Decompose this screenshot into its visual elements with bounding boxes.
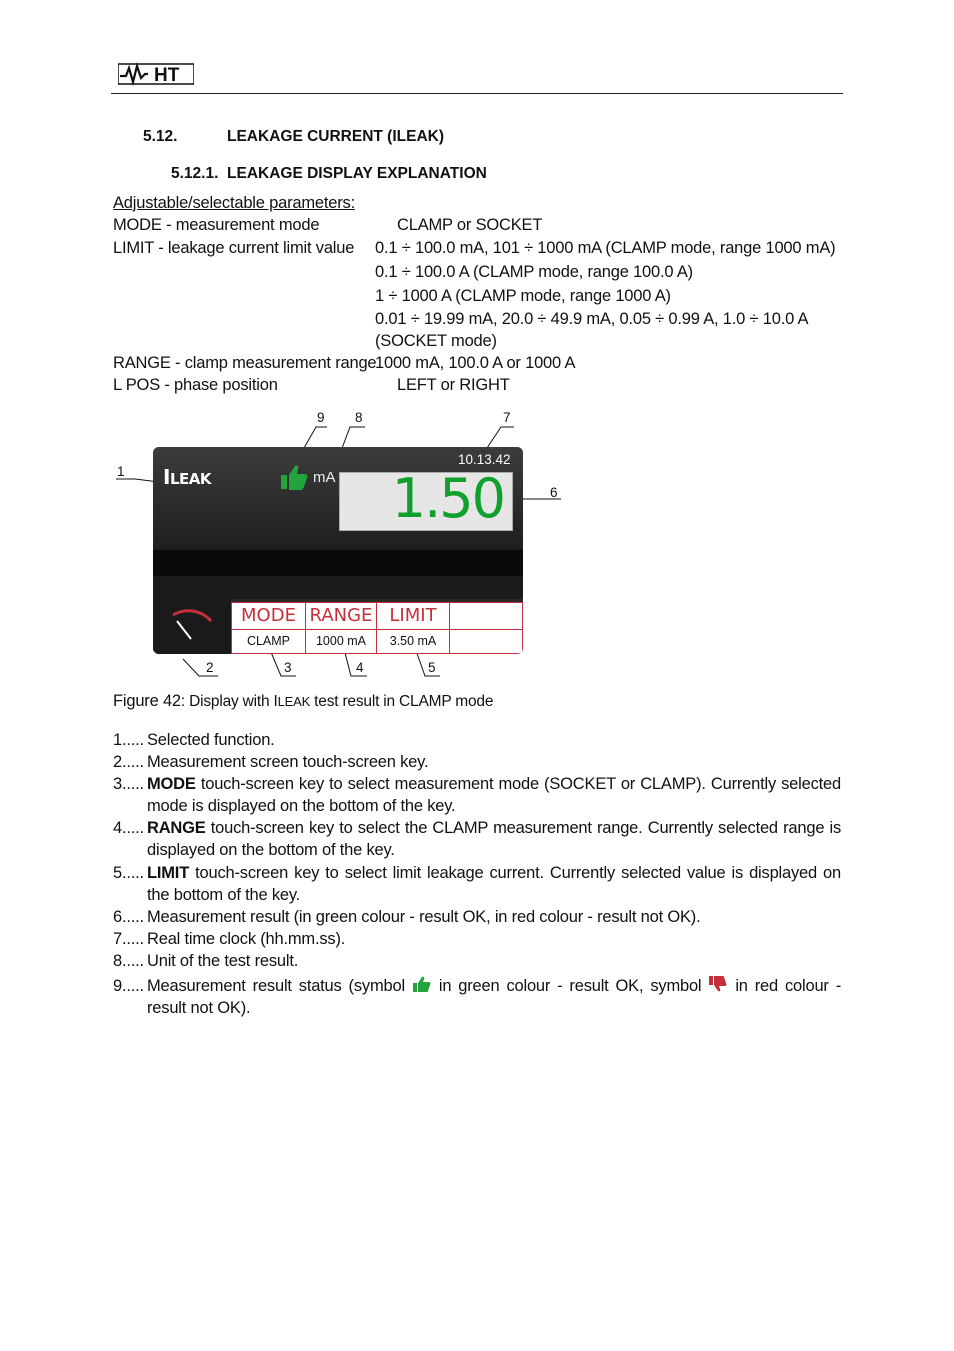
- section-title: LEAKAGE CURRENT (ILEAK): [227, 128, 444, 145]
- list-item-number: 9.....: [113, 977, 144, 995]
- result-unit: mA: [313, 469, 336, 486]
- empty-key-label: [450, 603, 522, 630]
- section-number: 5.12.: [143, 128, 178, 145]
- lpos-param-value: LEFT or RIGHT: [397, 376, 510, 394]
- mode-key-value: CLAMP: [246, 634, 291, 648]
- figure-caption: [113, 692, 493, 711]
- range-param-value: 1000 mA, 100.0 A or 1000 A: [375, 354, 576, 372]
- limit-param-value: 0.01 ÷ 19.99 mA, 20.0 ÷ 49.9 mA, 0.05 ÷ 0.99 A, 1.0 ÷ 10.0 A: [375, 310, 809, 328]
- limit-key-label: LIMIT: [377, 603, 449, 630]
- list-item-number: 7.....: [113, 930, 144, 948]
- list-item-text: in green colour - result OK, symbol: [431, 977, 709, 995]
- display-band: [153, 550, 523, 576]
- parameters-heading: Adjustable/selectable parameters:: [113, 194, 355, 212]
- list-item-number: 4.....: [113, 819, 144, 837]
- thumbs-down-icon: [708, 975, 728, 993]
- list-item-keyword: LIMIT: [147, 864, 190, 882]
- limit-param-value: 0.1 ÷ 100.0 A (CLAMP mode, range 100.0 A): [375, 263, 693, 281]
- function-title-main: I: [163, 465, 170, 489]
- caption-text-end: test result in CLAMP mode: [310, 693, 494, 710]
- list-item-text: Measurement screen touch-screen key.: [147, 753, 429, 771]
- thumbs-up-icon: [279, 463, 309, 491]
- caption-text: : Display with I: [180, 693, 278, 710]
- callout-5: 5: [428, 660, 436, 675]
- function-title-sub: LEAK: [169, 470, 211, 488]
- mode-param-label: MODE - measurement mode: [113, 216, 320, 234]
- callout-2: 2: [206, 660, 214, 675]
- subsection-title: 5.12.1. LEAKAGE DISPLAY EXPLANATION: [171, 165, 487, 182]
- caption-prefix: Figure 42: [113, 692, 181, 710]
- limit-key[interactable]: [377, 603, 450, 653]
- callout-4: 4: [356, 660, 364, 675]
- result-value: 1.50: [391, 467, 504, 530]
- list-item-text: in red colour - result not OK).: [147, 977, 841, 1017]
- limit-key-value: 3.50 mA: [389, 634, 437, 648]
- list-item-text: Measurement result status (symbol: [147, 977, 412, 995]
- list-item-text: touch-screen key to select limit leakage current. Currently selected value is displayed on the bottom of the key.: [147, 864, 841, 904]
- list-item-number: 3.....: [113, 775, 144, 793]
- limit-param-label: LIMIT - leakage current limit value: [113, 239, 355, 257]
- callout-1: 1: [117, 464, 125, 479]
- range-key-value: 1000 mA: [315, 634, 367, 648]
- list-item-text: Real time clock (hh.mm.ss).: [147, 930, 346, 948]
- list-item-number: 6.....: [113, 908, 144, 926]
- list-item-keyword: RANGE: [147, 819, 206, 837]
- list-item-text: touch-screen key to select the CLAMP measurement range. Currently selected range is displayed on the bottom of the key.: [147, 819, 841, 859]
- list-item-number: 8.....: [113, 952, 144, 970]
- list-item-text: Measurement result (in green colour - result OK, in red colour - result not OK).: [147, 908, 701, 926]
- result-box: [339, 467, 513, 531]
- list-item-number: 5.....: [113, 864, 144, 882]
- device-display: [153, 447, 523, 654]
- empty-key[interactable]: [450, 603, 522, 653]
- measurement-screen-key[interactable]: [153, 599, 231, 654]
- callout-8: 8: [355, 410, 363, 425]
- list-item-number: 2.....: [113, 753, 144, 771]
- callout-3: 3: [284, 660, 292, 675]
- caption-small: LEAK: [277, 694, 311, 709]
- gauge-needle-icon: [153, 599, 231, 654]
- lpos-param-label: L POS - phase position: [113, 376, 278, 394]
- list-item-keyword: MODE: [147, 775, 196, 793]
- list-item-text: Unit of the test result.: [147, 952, 299, 970]
- real-time-clock: 10.13.42: [458, 452, 511, 467]
- range-key-label: RANGE: [306, 603, 376, 630]
- mode-param-value: CLAMP or SOCKET: [397, 216, 543, 234]
- thumbs-up-icon: [412, 975, 432, 993]
- range-param-label: RANGE - clamp measurement range: [113, 354, 377, 372]
- callout-9: 9: [317, 410, 325, 425]
- callout-7: 7: [503, 410, 511, 425]
- function-title: [163, 465, 211, 489]
- limit-param-value: 1 ÷ 1000 A (CLAMP mode, range 1000 A): [375, 287, 671, 305]
- mode-key[interactable]: [232, 603, 306, 653]
- limit-param-value: (SOCKET mode): [375, 332, 497, 350]
- logo-text: HT: [154, 65, 180, 86]
- display-band: [153, 576, 523, 599]
- list-item-text: touch-screen key to select measurement mode (SOCKET or CLAMP). Currently selected mode is displayed on the bottom of the key.: [147, 775, 841, 815]
- callout-6: 6: [550, 485, 558, 500]
- range-key[interactable]: [306, 603, 377, 653]
- list-item-number: 1.....: [113, 731, 144, 749]
- limit-param-value: 0.1 ÷ 100.0 mA, 101 ÷ 1000 mA (CLAMP mode, range 1000 mA): [375, 239, 836, 257]
- touch-keys-bar: [231, 602, 523, 654]
- mode-key-label: MODE: [232, 603, 305, 630]
- list-item-text: Selected function.: [147, 731, 275, 749]
